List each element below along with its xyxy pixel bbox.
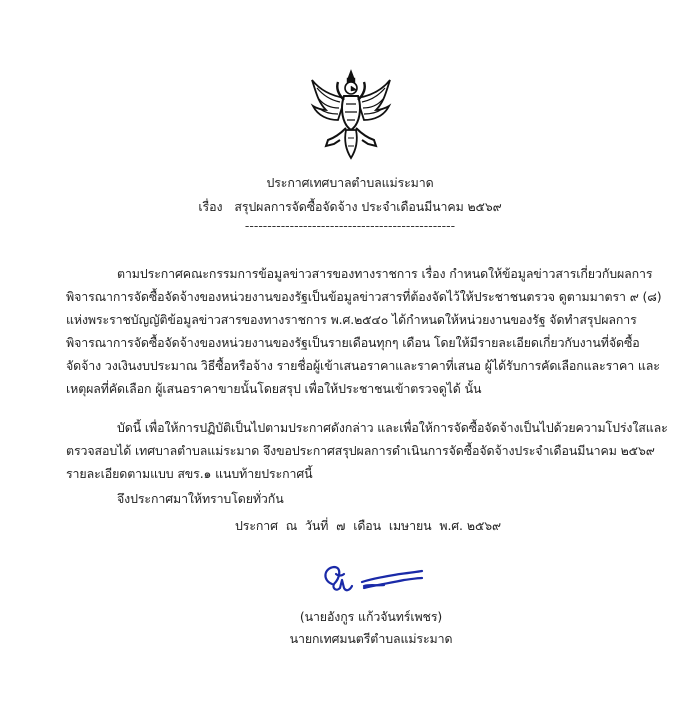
paragraph-1-line-4: พิจารณาการจัดซื้อจัดจ้างของหน่วยงานของรัฐเป็นรายเดือนทุกๆ เดือน โดยให้มีรายละเอียดเกี่ยวกับงานที่จัดซื้อ	[66, 335, 640, 350]
paragraph-1-line-3: แห่งพระราชบัญญัติข้อมูลข่าวสารของทางราชการ พ.ศ.๒๕๔๐ ได้กำหนดให้หน่วยงานของรัฐ จัดทำสรุปผลการ	[66, 312, 637, 327]
paragraph-2-line-1: บัดนี้ เพื่อให้การปฏิบัติเป็นไปตามประกาศดังกล่าว และเพื่อให้การจัดซื้อจัดจ้างเป็นไปด้วยความโปร่งใสและ	[117, 420, 668, 435]
announcement-subject	[0, 198, 700, 217]
title-divider: -----------------------------------------------	[244, 218, 456, 233]
paragraph-2-line-3: รายละเอียดตามแบบ สขร.๑ แนบท้ายประกาศนี้	[66, 466, 313, 481]
announce-label: ประกาศ	[235, 518, 278, 533]
month-label: เดือน	[353, 518, 382, 533]
announcement-date	[0, 517, 700, 536]
day-label: วันที่	[305, 518, 329, 533]
day-value: ๗	[336, 518, 346, 533]
signer-name: (นายอังกูร แก้วจันทร์เพชร)	[299, 609, 443, 624]
paragraph-1-line-6: เหตุผลที่คัดเลือก ผู้เสนอราคาขายนั้นโดยสรุป เพื่อให้ประชาชนเข้าตรวจดูได้ นั้น	[66, 381, 482, 396]
announce-at: ณ	[285, 518, 298, 533]
signer-position: นายกเทศมนตรีตำบลแม่ระมาด	[289, 631, 453, 646]
year-label: พ.ศ.	[439, 518, 463, 533]
paragraph-2-line-2: ตรวจสอบได้ เทศบาลตำบลแม่ระมาด จึงขอประกาศสรุปผลการดำเนินการจัดซื้อจัดจ้างประจำเดือนมีนาคม ๒๕๖๙	[66, 443, 655, 458]
paragraph-1-line-5: จัดจ้าง วงเงินงบประมาณ วิธีซื้อหรือจ้าง รายชื่อผู้เข้าเสนอราคาและราคาที่เสนอ ผู้ได้รับการคัดเลือกและราคา และ	[66, 358, 660, 373]
subject-text: สรุปผลการจัดซื้อจัดจ้าง ประจำเดือนมีนาคม ๒๕๖๙	[234, 199, 502, 214]
paragraph-1-line-1: ตามประกาศคณะกรรมการข้อมูลข่าวสารของทางราชการ เรื่อง กำหนดให้ข้อมูลข่าวสารเกี่ยวกับผลการ	[117, 266, 653, 281]
garuda-emblem-icon	[310, 68, 392, 160]
announcement-title: ประกาศเทศบาลตำบลแม่ระมาด	[266, 175, 434, 190]
month-value: เมษายน	[388, 518, 432, 533]
year-value: ๒๕๖๙	[466, 518, 501, 533]
subject-label: เรื่อง	[198, 199, 223, 214]
closing-statement: จึงประกาศมาให้ทราบโดยทั่วกัน	[117, 491, 284, 506]
handwritten-signature-icon	[318, 562, 424, 596]
paragraph-1-line-2: พิจารณาการจัดซื้อจัดจ้างของหน่วยงานของรัฐเป็นข้อมูลข่าวสารที่ต้องจัดไว้ให้ประชาชนตรวจ ดูตามมาตรา ๙ (๘)	[66, 289, 662, 304]
